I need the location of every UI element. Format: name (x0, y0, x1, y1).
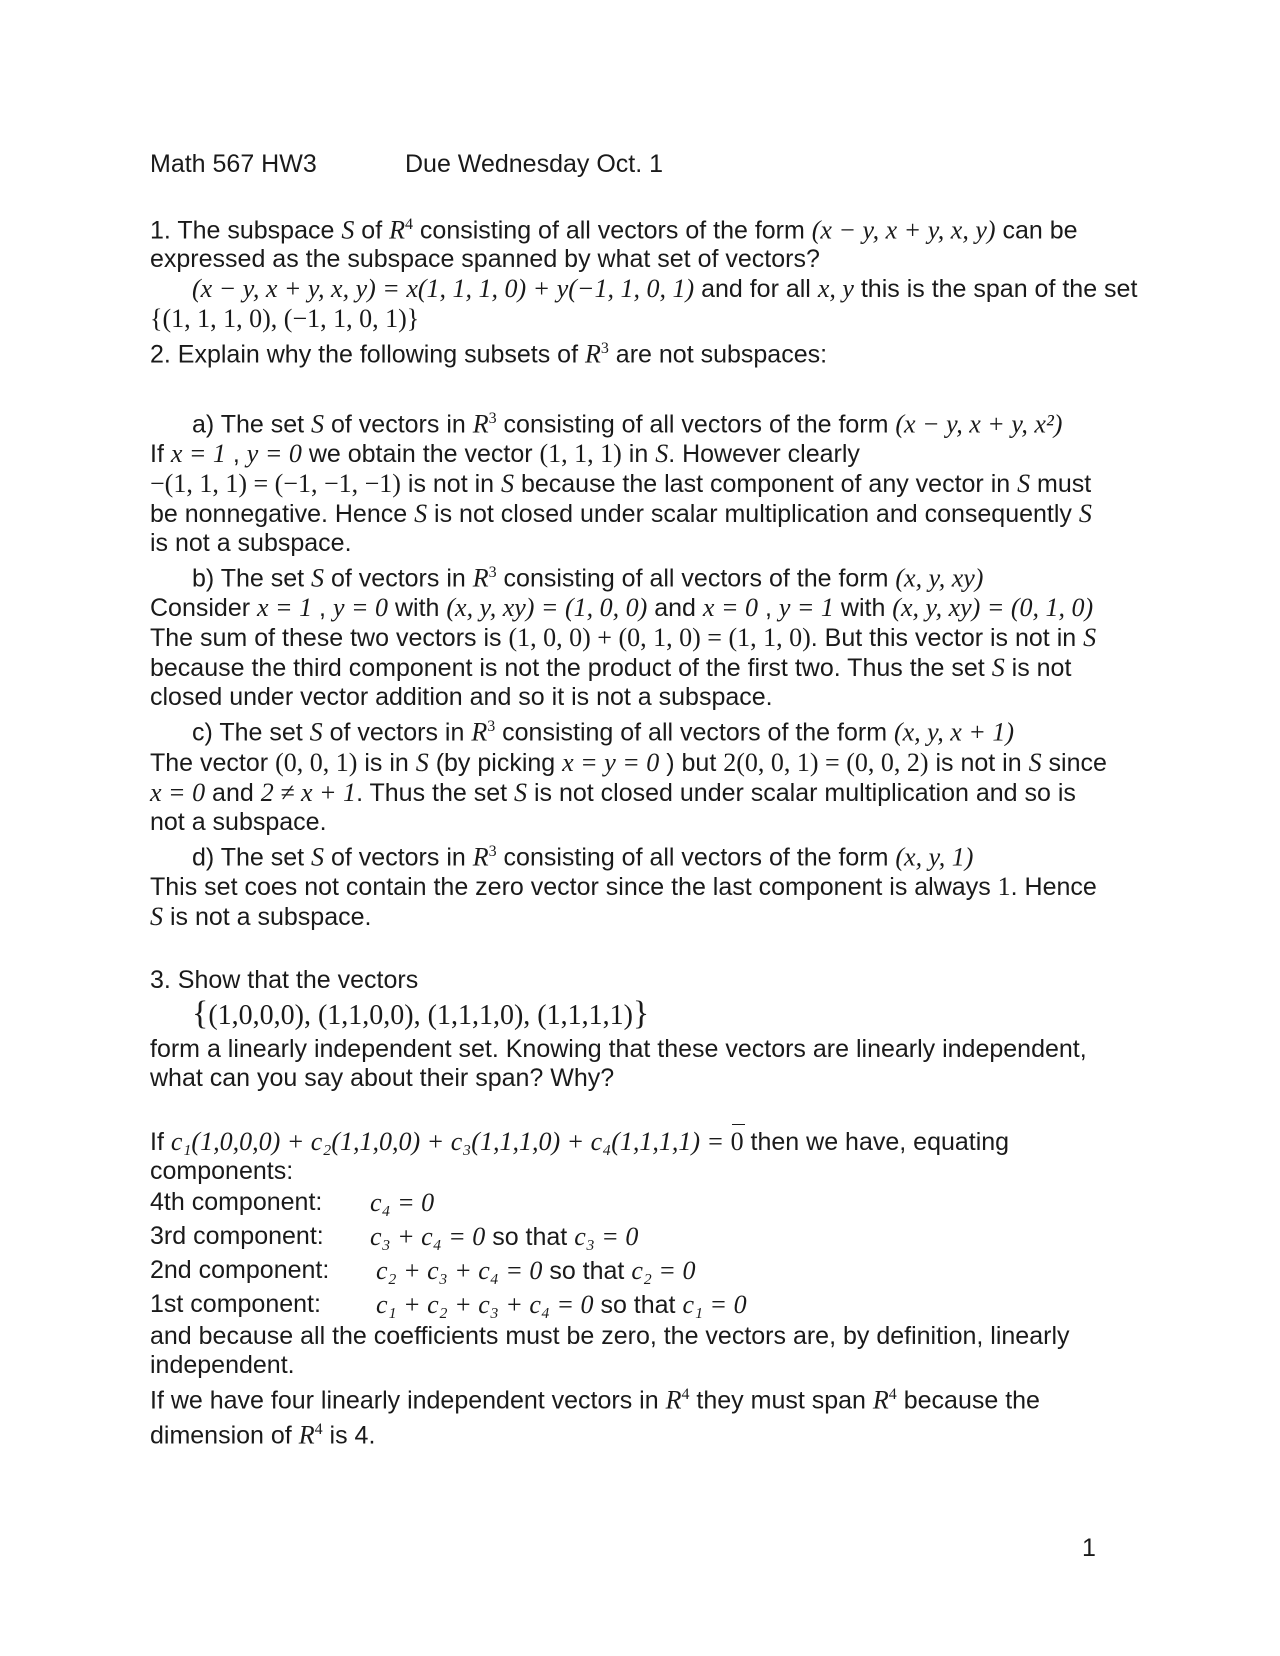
q3-linear-combination: c₁(1,0,0,0) + c₂(1,1,0,0) + c₃(1,1,1,0) + c₄(1,1,1,1) = (170, 1126, 731, 1156)
question-1: 1. The subspace S of $R^4$ consisting of all vectors of the form (x − y, x + y, x, y) can be expressed as the subspace spanned by what set of vectors? (x − y, x + y, x, y) = x(1, 1, 1, 0) + y(−1, 1, 0, 1) and for all x, y this is the span of the set {(1, 1, 1, 0), (−1, 1, 0, 1)} (150, 215, 1138, 334)
component-row: 4th component: c₄ = 0 (150, 1187, 435, 1217)
component-row: 1st component: c₁ + c₂ + c₃ + c₄ = 0 so that c₁ = 0 (150, 1289, 747, 1319)
component-row: 3rd component: c₃ + c₄ = 0 so that c₃ = 0 (150, 1221, 639, 1251)
zero-vector: 0 (730, 1126, 744, 1156)
question-2: 2. Explain why the following subsets of $R^3$ are not subspaces: a) The set S of vectors in $R^3$ consisting of all vectors of the form (x − y, x + y, x²) If x = 1 , y = 0 we obtain the vector (1, 1, 1) in S. However clearly −(1, 1, 1) = (−1, −1, −1) is not in S because the last component of any vector in S must be nonnegative. Hence S is not closed under scalar multiplication and consequently S is not a subspace. b) The set S of vectors in $R^3$ consisting of all vectors of the form (x, y, xy) Consider x = 1 , y = 0 with (x, y, xy) = (1, 0, 0) and x = 0 , y = 1 with (x, y, xy) = (0, 1, 0) The sum of these two vectors is (1, 0, 0) + (0, 1, 0) = (1, 1, 0). But this vector is not in S because the third component is not the product of the first two. Thus the set S is not closed under vector addition and so it is not a subspace. c) The set S of vectors in $R^3$ consisting of all vectors of the form (x, y, x + 1) The vector (0, 0, 1) is in S (by picking x = y = 0 ) but 2(0, 0, 1) = (0, 0, 2) is not in S since x = 0 and 2 ≠ x + 1. Thus the set S is not closed under scalar multiplication and so is not a subspace. d) The set S of vectors in $R^3$ consisting of all vectors of the form (x, y, 1) This set coes not contain the zero vector since the last component is always 1. Hence S is not a subspace. (150, 334, 1110, 932)
page-header (150, 148, 1110, 180)
question-3: 3. Show that the vectors {(1,0,0,0), (1,1,0,0), (1,1,1,0), (1,1,1,1)} form a linearly independent set. Knowing that these vectors are linearly independent, what can you say about their span? Why? If c₁(1,0,0,0) + c₂(1,1,0,0) + c₃(1,1,1,0) + c₄(1,1,1,1) = 0 then we have, equating components: 4th component: c₄ = 0 3rd component: c₃ + c₄ = 0 so that c₃ = 0 2nd component: c₂ + c₃ + c₄ = 0 so that c₂ = 0 1st component: c₁ + c₂ + c₃ + c₄ = 0 so that c₁ = 0 and because all the coefficients must be zero, the vectors are, by definition, linearly independent. If we have four linearly independent vectors in $R^4$ they must span $R^4$ because the dimension of $R^4$ is 4. (150, 966, 1110, 1451)
q3-vector-set: {(1,0,0,0), (1,1,0,0), (1,1,1,0), (1,1,1,1)} (192, 994, 650, 1032)
components-list (150, 1186, 1110, 1322)
due-date: Due Wednesday Oct. 1 (405, 150, 664, 178)
q2-part-a: a) The set S of vectors in $R^3$ consisting of all vectors of the form (x − y, x + y, x²) If x = 1 , y = 0 we obtain the vector (1, 1, 1) in S. However clearly −(1, 1, 1) = (−1, −1, −1) is not in S because the last component of any vector in S must be nonnegative. Hence S is not closed under scalar multiplication and consequently S is not a subspace. (150, 408, 1092, 557)
component-row: 2nd component: c₂ + c₃ + c₄ = 0 so that c₂ = 0 (150, 1255, 696, 1285)
q2-part-d: d) The set S of vectors in $R^3$ consisting of all vectors of the form (x, y, 1) This set coes not contain the zero vector since the last component is always 1. Hence S is not a subspace. (150, 841, 1097, 931)
page-number: 1 (1082, 1534, 1096, 1562)
q1-answer-equation: (x − y, x + y, x, y) = x(1, 1, 1, 0) + y(−1, 1, 0, 1) (192, 274, 695, 304)
q2-part-b: b) The set S of vectors in $R^3$ consisting of all vectors of the form (x, y, xy) Consider x = 1 , y = 0 with (x, y, xy) = (1, 0, 0) and x = 0 , y = 1 with (x, y, xy) = (0, 1, 0) The sum of these two vectors is (1, 0, 0) + (0, 1, 0) = (1, 1, 0). But this vector is not in S because the third component is not the product of the first two. Thus the set S is not closed under vector addition and so it is not a subspace. (150, 563, 1097, 712)
q2-part-c: c) The set S of vectors in $R^3$ consisting of all vectors of the form (x, y, x + 1) The vector (0, 0, 1) is in S (by picking x = y = 0 ) but 2(0, 0, 1) = (0, 0, 2) is not in S since x = 0 and 2 ≠ x + 1. Thus the set S is not closed under scalar multiplication and so is not a subspace. (150, 717, 1107, 836)
q1-answer-set: {(1, 1, 1, 0), (−1, 1, 0, 1)} (150, 304, 420, 334)
homework-page (150, 148, 1138, 1451)
course-title: Math 567 HW3 (150, 150, 317, 178)
